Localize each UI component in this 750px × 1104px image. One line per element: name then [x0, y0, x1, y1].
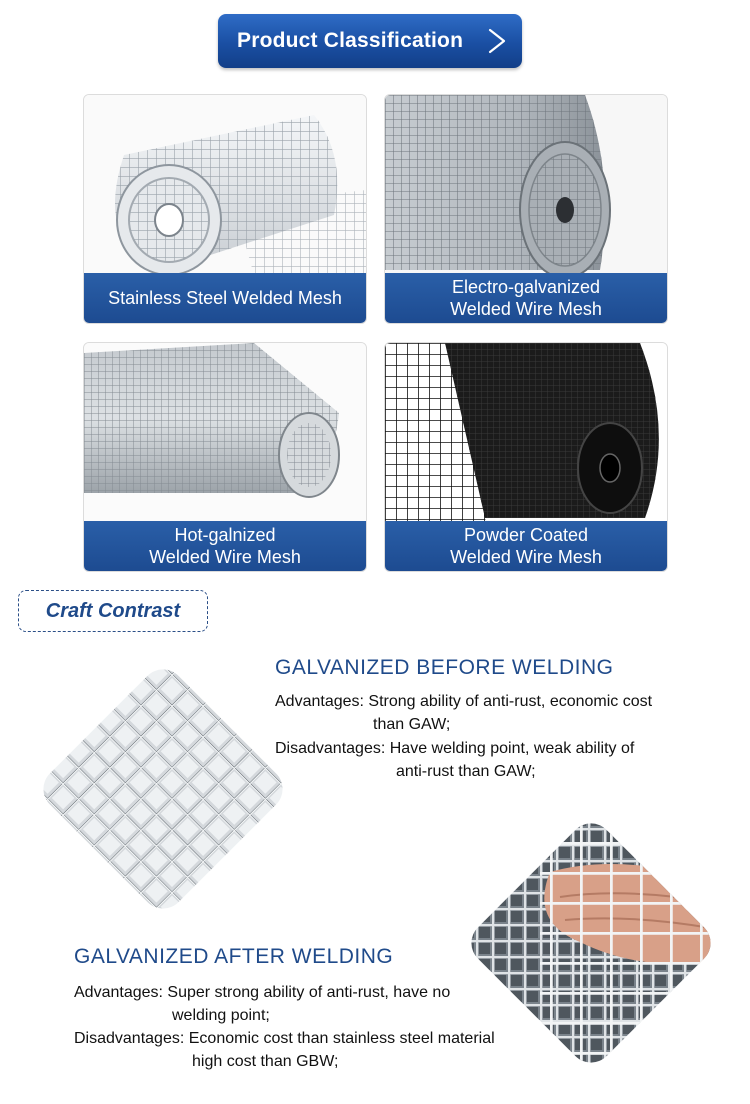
product-label-line1: Electro-galvanized: [451, 277, 601, 297]
product-card-electro-galvanized[interactable]: [384, 94, 668, 324]
electro-galvanized-mesh-roll-image: [385, 95, 667, 275]
hot-galvanized-mesh-roll-image: [84, 343, 366, 523]
stainless-mesh-roll-image: [84, 95, 366, 275]
galvanized-after-welding-heading: GALVANIZED AFTER WELDING: [74, 945, 394, 968]
after-disadvantages: [74, 1027, 495, 1050]
galvanized-before-welding-heading: GALVANIZED BEFORE WELDING: [275, 656, 614, 679]
product-label-line1: Stainless Steel Welded Mesh: [108, 288, 342, 308]
banner-title: Product Classification: [237, 29, 464, 52]
before-disadvantages: [275, 737, 634, 760]
before-disadvantages-text-line2: anti-rust than GAW;: [396, 763, 536, 780]
galvanized-before-welding-mesh-image: [32, 658, 294, 920]
product-classification-banner: [218, 14, 522, 68]
product-card-powder-coated[interactable]: [384, 342, 668, 572]
after-disadvantages-text: Economic cost than stainless steel material: [188, 1030, 495, 1047]
craft-contrast-tag: [18, 590, 208, 632]
product-label-line2: Welded Wire Mesh: [450, 547, 602, 567]
after-advantages-text-line2: welding point;: [172, 1007, 270, 1024]
craft-contrast-title: Craft Contrast: [45, 599, 181, 622]
product-label-line2: Welded Wire Mesh: [450, 299, 602, 319]
product-label: [84, 273, 366, 323]
product-card-hot-galvanized[interactable]: [83, 342, 367, 572]
product-label: [84, 521, 366, 571]
before-disadvantages-text: Have welding point, weak ability of: [389, 740, 635, 757]
after-disadvantages-label: Disadvantages:: [74, 1030, 185, 1047]
before-advantages-label: Advantages:: [275, 693, 364, 710]
after-advantages: [74, 981, 450, 1004]
powder-coated-mesh-roll-image: [385, 343, 667, 523]
product-label: [385, 273, 667, 323]
before-advantages-text: Strong ability of anti-rust, economic cost: [368, 693, 653, 710]
before-disadvantages-label: Disadvantages:: [275, 740, 386, 757]
product-label-line1: Powder Coated: [463, 525, 589, 545]
before-advantages: [275, 690, 652, 713]
product-label-line1: Hot-galnized: [174, 525, 276, 545]
before-advantages-text-line2: than GAW;: [373, 716, 451, 733]
product-label-line2: Welded Wire Mesh: [149, 547, 301, 567]
after-advantages-label: Advantages:: [74, 984, 163, 1001]
after-advantages-text: Super strong ability of anti-rust, have no: [167, 984, 451, 1001]
chevron-right-icon: [482, 26, 510, 56]
product-label: [385, 521, 667, 571]
after-disadvantages-text-line2: high cost than GBW;: [192, 1053, 339, 1070]
product-card-stainless[interactable]: [83, 94, 367, 324]
galvanized-after-welding-mesh-image: [460, 812, 722, 1074]
